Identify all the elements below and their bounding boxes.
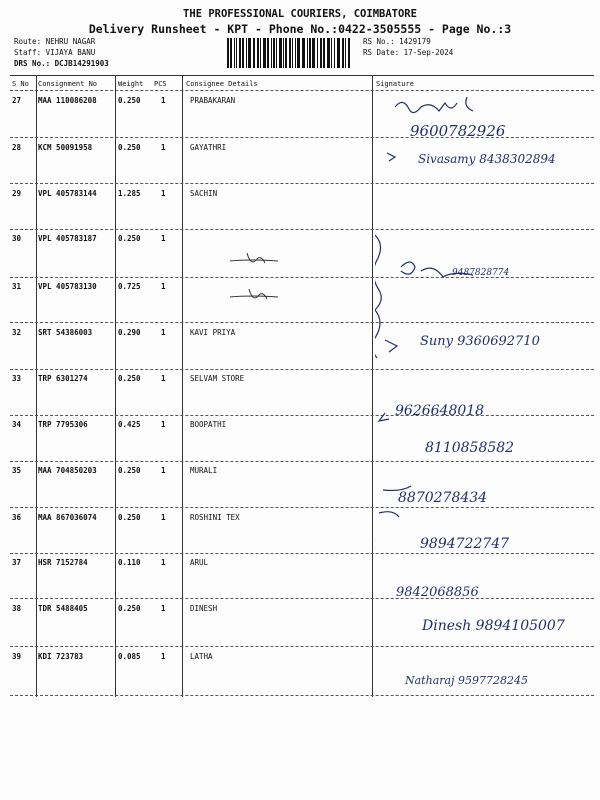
row-weight: 0.725	[118, 282, 141, 291]
row-consignee: PRABAKARAN	[190, 96, 236, 105]
column-header-pcs: PCS	[154, 80, 167, 88]
barcode-bar	[239, 38, 241, 68]
column-header-sno: S No	[12, 80, 29, 88]
document-subtitle: Delivery Runsheet - KPT - Phone No.:0422-3505555 - Page No.:3	[88, 22, 512, 36]
route-label: Route: NEHRU NAGAR	[14, 37, 96, 46]
row-sno: 39	[12, 652, 22, 661]
row-sno: 38	[12, 604, 22, 613]
barcode-bar	[312, 38, 315, 68]
barcode-bar	[276, 38, 277, 68]
barcode	[227, 38, 350, 68]
barcode-bar	[295, 38, 296, 68]
barcode-bar	[253, 38, 255, 68]
barcode-bar	[248, 38, 251, 68]
row-pcs: 1	[161, 652, 166, 661]
row-consignee: GAYATHRI	[190, 143, 227, 152]
row-consignment: KDI 723783	[38, 652, 84, 661]
row-weight: 1.285	[118, 189, 141, 198]
row-consignment: TRP 7795306	[38, 420, 88, 429]
barcode-bar	[260, 38, 261, 68]
signature-phone-row-36: 9894722747	[420, 536, 510, 552]
barcode-bar	[283, 38, 284, 68]
row-weight: 0.250	[118, 374, 141, 383]
drs-number: DRS No.: DCJB14291903	[14, 59, 109, 68]
barcode-bar	[230, 38, 232, 68]
row-pcs: 1	[161, 558, 166, 567]
runsheet-meta-left	[14, 36, 109, 69]
barcode-bar	[334, 38, 335, 68]
row-consignment: TRP 6301274	[38, 374, 88, 383]
barcode-bar	[289, 38, 291, 68]
row-consignee: MURALI	[190, 466, 218, 475]
barcode-bar	[320, 38, 322, 68]
row-consignee: ROSHINI TEX	[190, 513, 240, 522]
signature-text-row-28: Sivasamy 8438302894	[418, 152, 556, 166]
row-sno: 32	[12, 328, 22, 337]
signature-text-row-32: Suny 9360692710	[420, 334, 540, 349]
column-header-weight: Weight	[118, 80, 144, 88]
barcode-bar	[234, 38, 235, 68]
barcode-bar	[342, 38, 344, 68]
signature-phone-row-35: 8870278434	[398, 490, 488, 506]
barcode-bar	[309, 38, 311, 68]
document-title: THE PROFESSIONAL COURIERS, COIMBATORE	[183, 8, 417, 20]
handwritten-marks-consignee	[225, 245, 305, 310]
signature-phone-row-31: 9487828774	[452, 268, 510, 278]
row-pcs: 1	[161, 466, 166, 475]
row-pcs: 1	[161, 513, 166, 522]
barcode-bar	[267, 38, 269, 68]
row-pcs: 1	[161, 143, 166, 152]
row-weight: 0.250	[118, 143, 141, 152]
col-divider	[372, 75, 373, 697]
row-consignee: KAVI PRIYA	[190, 328, 236, 337]
row-sno: 33	[12, 374, 22, 383]
row-weight: 0.250	[118, 234, 141, 243]
barcode-bar	[246, 38, 247, 68]
row-pcs: 1	[161, 234, 166, 243]
row-consignee: BOOPATHI	[190, 420, 227, 429]
row-weight: 0.250	[118, 466, 141, 475]
row-consignment: MAA 110086208	[38, 96, 97, 105]
barcode-bar	[263, 38, 266, 68]
row-sno: 34	[12, 420, 22, 429]
barcode-bar	[292, 38, 293, 68]
row-consignee: DINESH	[190, 604, 218, 613]
row-sno: 27	[12, 96, 22, 105]
barcode-bar	[337, 38, 340, 68]
row-weight: 0.085	[118, 652, 141, 661]
signature-phone-row-33: 9626648018	[395, 403, 485, 419]
row-consignment: MAA 704850203	[38, 466, 97, 475]
barcode-bar	[279, 38, 282, 68]
row-sno: 37	[12, 558, 22, 567]
row-pcs: 1	[161, 420, 166, 429]
row-sno: 35	[12, 466, 22, 475]
barcode-bar	[242, 38, 244, 68]
barcode-bar	[323, 38, 325, 68]
row-sno: 30	[12, 234, 22, 243]
column-header-consignee: Consignee Details	[186, 80, 258, 88]
row-consignment: MAA 867036074	[38, 513, 97, 522]
row-pcs: 1	[161, 96, 166, 105]
signature-phone-row-27: 9600782926	[410, 122, 506, 140]
barcode-bar	[271, 38, 272, 68]
column-header-signature: Signature	[376, 80, 414, 88]
rs-number: RS No.: 1429179	[363, 37, 431, 46]
row-consignment: KCM 50091958	[38, 143, 93, 152]
barcode-bar	[331, 38, 332, 68]
table-top-border	[10, 75, 594, 76]
signature-text-row-38: Dinesh 9894105007	[422, 618, 565, 634]
row-sno: 31	[12, 282, 22, 291]
row-pcs: 1	[161, 282, 166, 291]
row-pcs: 1	[161, 604, 166, 613]
barcode-bar	[273, 38, 275, 68]
barcode-bar	[257, 38, 259, 68]
signature-text-row-39: Natharaj 9597728245	[405, 674, 528, 687]
row-weight: 0.250	[118, 604, 141, 613]
row-consignee: SACHIN	[190, 189, 218, 198]
barcode-bar	[307, 38, 308, 68]
signature-phone-row-37: 9842068856	[396, 585, 479, 600]
row-pcs: 1	[161, 328, 166, 337]
row-consignee: LATHA	[190, 652, 213, 661]
barcode-bar	[227, 38, 229, 68]
row-weight: 0.425	[118, 420, 141, 429]
handwritten-scribbles	[375, 95, 595, 695]
row-divider	[10, 695, 594, 696]
barcode-bar	[317, 38, 318, 68]
col-divider	[115, 75, 116, 697]
column-header-consignment: Consignment No	[38, 80, 98, 88]
row-consignment: VPL 405783144	[38, 189, 97, 198]
barcode-bar	[327, 38, 330, 68]
runsheet-meta-right	[363, 36, 453, 58]
signature-phone-row-34: 8110858582	[425, 440, 515, 456]
row-consignment: VPL 405783187	[38, 234, 97, 243]
row-weight: 0.290	[118, 328, 141, 337]
row-sno: 36	[12, 513, 22, 522]
barcode-bar	[302, 38, 305, 68]
staff-label: Staff: VIJAYA BANU	[14, 48, 96, 57]
row-consignee: ARUL	[190, 558, 209, 567]
col-divider	[182, 75, 183, 697]
row-weight: 0.110	[118, 558, 141, 567]
row-consignment: HSR 7152784	[38, 558, 88, 567]
barcode-bar	[345, 38, 346, 68]
row-pcs: 1	[161, 189, 166, 198]
barcode-bar	[348, 38, 350, 68]
row-weight: 0.250	[118, 96, 141, 105]
row-consignment: TDR 5488405	[38, 604, 88, 613]
barcode-bar	[297, 38, 300, 68]
row-pcs: 1	[161, 374, 166, 383]
row-consignee: SELVAM STORE	[190, 374, 245, 383]
row-consignment: VPL 405783130	[38, 282, 97, 291]
row-sno: 28	[12, 143, 22, 152]
row-weight: 0.250	[118, 513, 141, 522]
header-divider	[10, 90, 594, 91]
barcode-bar	[285, 38, 287, 68]
rs-date: RS Date: 17-Sep-2024	[363, 48, 454, 57]
col-divider	[36, 75, 37, 697]
row-sno: 29	[12, 189, 22, 198]
row-consignment: SRT 54386003	[38, 328, 93, 337]
barcode-bar	[236, 38, 237, 68]
